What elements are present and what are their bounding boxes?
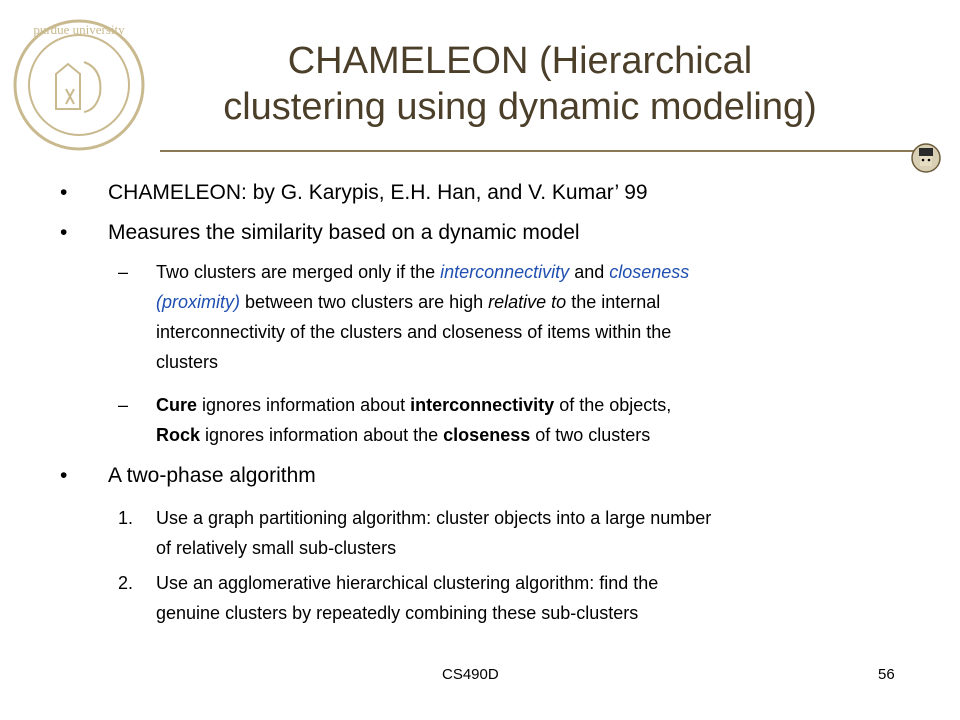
text-run: ignores information about <box>197 395 411 415</box>
text-run: of two clusters <box>530 425 651 445</box>
text-run: Use an agglomerative hierarchical clustering algorithm: find the <box>156 573 659 593</box>
seal-text: purdue university <box>33 22 125 37</box>
bullet-marker: • <box>60 181 68 204</box>
text-run: between two clusters are high <box>240 292 489 312</box>
title-line-2: clustering using dynamic modeling) <box>223 86 817 128</box>
bullet-marker: • <box>60 221 68 244</box>
bullet-similarity <box>60 220 580 246</box>
text-run: genuine clusters by repeatedly combining these sub-clusters <box>156 603 639 623</box>
number-marker: 2. <box>118 573 134 593</box>
emphasis-proximity: (proximity) <box>156 292 240 312</box>
title-underline <box>160 150 920 152</box>
text-run: Use a graph partitioning algorithm: cluster objects into a large number <box>156 508 712 528</box>
numbered-item-2 <box>118 568 896 628</box>
text-run: the internal <box>566 292 661 312</box>
sub-bullet-merge-condition <box>118 257 896 377</box>
number-marker: 1. <box>118 508 134 528</box>
text-run: ignores information about the <box>200 425 444 445</box>
text-run: of relatively small sub-clusters <box>156 538 397 558</box>
emphasis-interconnectivity: interconnectivity <box>440 262 570 282</box>
bold-closeness: closeness <box>443 425 531 445</box>
slide-number: 56 <box>878 666 895 683</box>
text-run: of the objects, <box>554 395 672 415</box>
text-run: Two clusters are merged only if the <box>156 262 441 282</box>
sub-bullet-cure-rock <box>118 390 896 450</box>
bullet-text: CHAMELEON: by G. Karypis, E.H. Han, and V. Kumar’ 99 <box>108 181 648 204</box>
text-run: and <box>569 262 610 282</box>
purdue-pete-icon <box>906 140 946 178</box>
bullet-text: Measures the similarity based on a dynamic model <box>108 221 580 244</box>
bullet-text: A two-phase algorithm <box>108 464 316 487</box>
title-line-1: CHAMELEON (Hierarchical <box>287 40 753 82</box>
emphasis-relative-to: relative to <box>488 292 567 312</box>
bullet-two-phase <box>60 463 316 489</box>
bold-rock: Rock <box>156 425 201 445</box>
bullet-marker: • <box>60 464 68 487</box>
emphasis-closeness: closeness <box>609 262 690 282</box>
text-run: interconnectivity of the clusters and closeness of items within the <box>156 322 672 342</box>
bold-cure: Cure <box>156 395 198 415</box>
numbered-item-1 <box>118 503 896 563</box>
dash-marker: – <box>118 395 129 415</box>
bullet-authors <box>60 180 648 206</box>
dash-marker: – <box>118 262 129 282</box>
text-run: clusters <box>156 352 219 372</box>
footer-course: CS490D <box>442 666 499 683</box>
bold-interconnectivity: interconnectivity <box>410 395 555 415</box>
slide-title <box>140 38 900 130</box>
purdue-seal-logo <box>8 14 150 156</box>
